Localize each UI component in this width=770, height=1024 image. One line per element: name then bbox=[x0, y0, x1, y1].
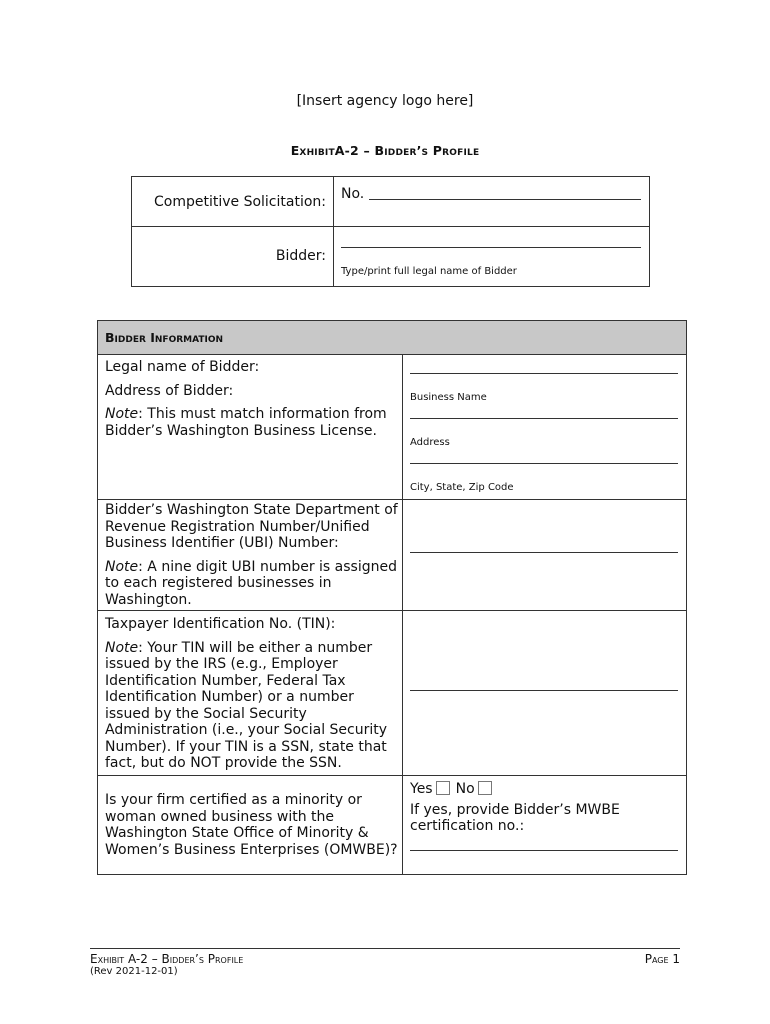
legal-name-label: Legal name of Bidder: bbox=[105, 359, 260, 375]
page-title: ExhibitA-2 – Bidder’s Profile bbox=[290, 143, 480, 158]
agency-logo-placeholder: [Insert agency logo here] bbox=[296, 93, 474, 109]
solicitation-number-field[interactable] bbox=[369, 199, 641, 200]
omwbe-answer-cell bbox=[410, 781, 650, 835]
address-field[interactable] bbox=[410, 418, 678, 419]
yes-label: Yes bbox=[410, 781, 433, 797]
note-text: : This must match information from Bidder’s Washington Business License. bbox=[105, 406, 387, 439]
revision-date: (Rev 2021-12-01) bbox=[90, 966, 178, 977]
table-header-title: Bidder Information bbox=[105, 330, 224, 345]
ubi-number-field[interactable] bbox=[410, 552, 678, 553]
bidder-name-field[interactable] bbox=[341, 247, 641, 248]
legal-name-prompt-cell bbox=[105, 359, 399, 439]
no-label: No bbox=[455, 781, 475, 797]
note-label: Note bbox=[105, 406, 139, 422]
city-state-zip-caption: City, State, Zip Code bbox=[410, 482, 514, 493]
city-state-zip-field[interactable] bbox=[410, 463, 678, 464]
address-label: Address of Bidder: bbox=[105, 382, 234, 399]
note-label: Note bbox=[105, 639, 139, 656]
table-header bbox=[98, 321, 686, 355]
row-divider bbox=[98, 499, 686, 500]
ubi-prompt-cell bbox=[105, 502, 399, 608]
omwbe-prompt-cell bbox=[105, 792, 399, 858]
mwbe-prompt: If yes, provide Bidder’s MWBE certification no.: bbox=[410, 801, 620, 834]
note-label: Note bbox=[105, 558, 139, 575]
solicitation-row bbox=[132, 177, 649, 227]
solicitation-table bbox=[131, 176, 650, 287]
bidder-label: Bidder: bbox=[275, 248, 326, 264]
bidder-information-table bbox=[97, 320, 687, 875]
footer-rule bbox=[90, 948, 680, 949]
business-name-caption: Business Name bbox=[410, 392, 487, 403]
business-name-field[interactable] bbox=[410, 373, 678, 374]
row-divider bbox=[98, 610, 686, 611]
footer-title: Exhibit A-2 – Bidder’s Profile bbox=[90, 952, 244, 966]
tin-prompt-cell bbox=[105, 616, 399, 772]
yes-checkbox[interactable] bbox=[436, 781, 450, 795]
bidder-row bbox=[132, 226, 649, 286]
address-caption: Address bbox=[410, 437, 450, 448]
solicitation-no-label: No. bbox=[341, 186, 365, 202]
note-text: : Your TIN will be either a number issued by the IRS (e.g., Employer Identification Number, Federal Tax Identification Number) or a number issued by the Social Security Administration (i.e., your Social Security Number). If your TIN is a SSN, state that fact, but do NOT provide the SSN. bbox=[105, 639, 388, 771]
page-number: Page 1 bbox=[644, 952, 680, 966]
column-divider bbox=[333, 177, 334, 286]
ubi-note bbox=[105, 559, 399, 609]
yes-no-group bbox=[410, 781, 650, 798]
column-divider bbox=[402, 354, 403, 874]
tin-label: Taxpayer Identification No. (TIN): bbox=[105, 616, 336, 632]
bidder-name-caption: Type/print full legal name of Bidder bbox=[341, 266, 517, 277]
solicitation-label: Competitive Solicitation: bbox=[153, 194, 326, 210]
license-note bbox=[105, 406, 399, 439]
tin-note bbox=[105, 640, 399, 772]
tin-field[interactable] bbox=[410, 690, 678, 691]
row-divider bbox=[98, 775, 686, 776]
omwbe-question: Is your firm certified as a minority or woman owned business with the Washington State Office of Minority & Women’s Business Enterprises (OMWBE)? bbox=[105, 792, 398, 858]
no-checkbox[interactable] bbox=[478, 781, 492, 795]
ubi-label: Bidder’s Washington State Department of Revenue Registration Number/Unified Business Identifier (UBI) Number: bbox=[105, 502, 398, 551]
mwbe-certification-field[interactable] bbox=[410, 850, 678, 851]
note-text: : A nine digit UBI number is assigned to each registered businesses in Washington. bbox=[105, 558, 397, 608]
